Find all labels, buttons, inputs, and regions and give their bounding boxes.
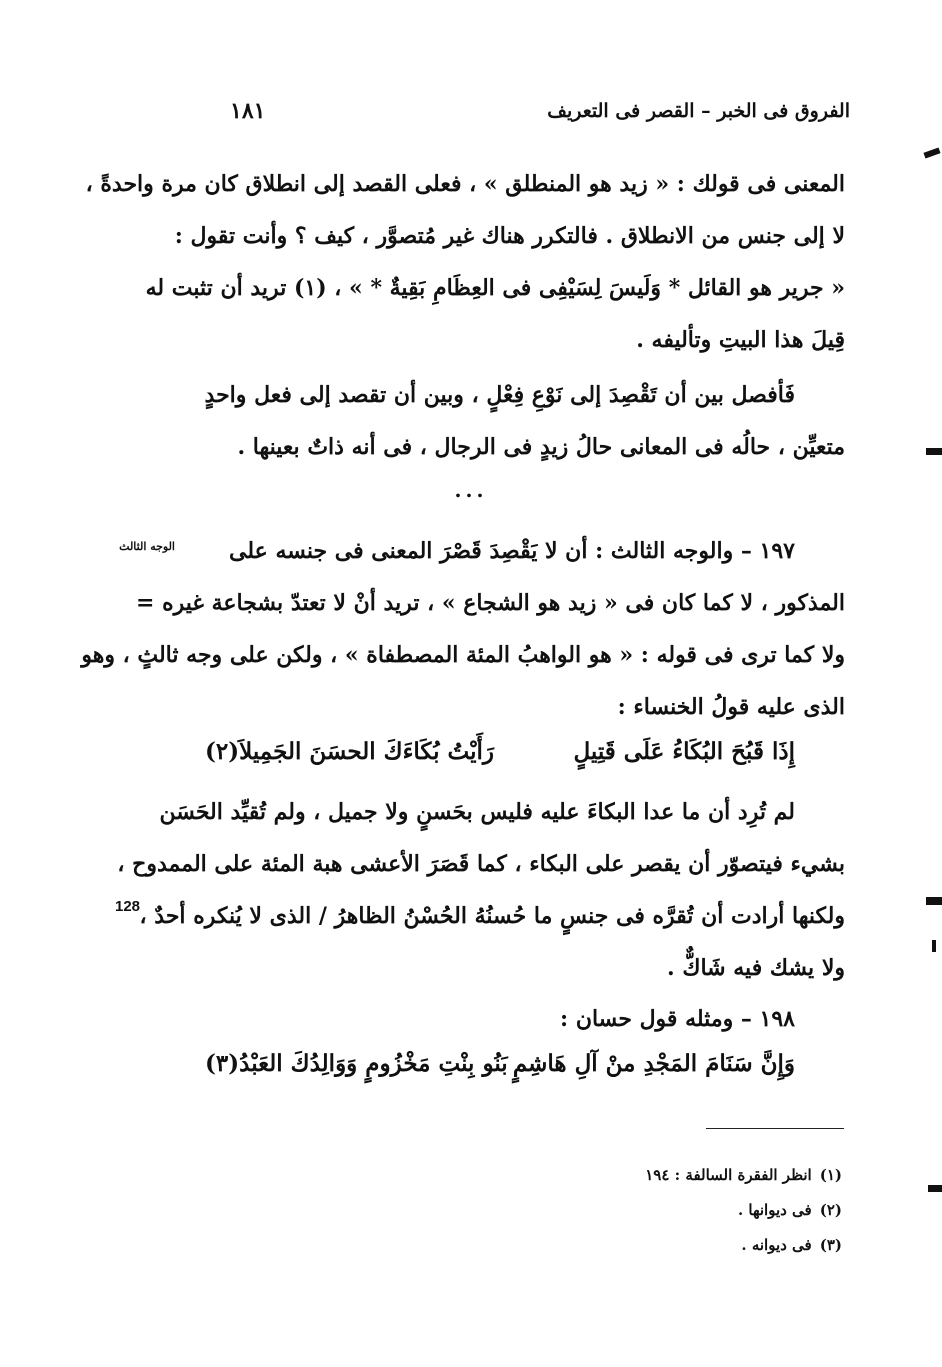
text-line: متعيِّن ، حالُه فى المعانى حالُ زيدٍ فى الرجال ، فى أنه ذاتٌ بعينها . — [237, 434, 845, 460]
scan-edge-mark — [923, 147, 940, 158]
text-line: ولكنها أرادت أن تُقرَّه فى جنسٍ ما حُسنُهُ الحُسْنُ الظاهرُ / الذى لا يُنكره أحدٌ ، — [139, 903, 845, 929]
footnote-text: فى ديوانه . — [741, 1236, 812, 1254]
footnote-text: انظر الفقرة السالفة : ١٩٤ — [645, 1166, 812, 1184]
text-line: لا إلى جنس من الانطلاق . فالتكرر هناك غير مُتصوَّر ، كيف ؟ وأنت تقول : — [174, 223, 845, 249]
text-line: قِيلَ هذا البيتِ وتأليفه . — [636, 327, 845, 353]
paragraph-1 — [85, 158, 845, 366]
text-line: المعنى فى قولك : « زيد هو المنطلق » ، فعلى القصد إلى انطلاق كان مرة واحدةً ، — [85, 171, 845, 197]
text-line: ولا كما ترى فى قوله : « هو الواهبُ المئة المصطفاة » ، ولكن على وجه ثالثٍ ، وهو — [81, 642, 845, 668]
text-line: ولا يشك فيه شَاكٌّ . — [667, 955, 845, 981]
verse-hemistich-first: وَإِنَّ سَنَامَ المَجْدِ منْ آلِ هَاشِمٍ — [512, 1050, 795, 1077]
footnote-rule — [706, 1128, 844, 1129]
text-line: لم تُرِد أن ما عدا البكاءَ عليه فليس بحَسنٍ ولا جميل ، ولم تُقيِّد الحَسَن — [159, 799, 795, 825]
text-line: بشيء فيتصوّر أن يقصر على البكاء ، كما قَصَرَ الأعشى هبة المئة على الممدوح ، — [117, 851, 845, 877]
section-separator: ... — [454, 478, 488, 502]
footnotes — [560, 1158, 842, 1263]
footnote-mark: (١) — [819, 1166, 842, 1184]
paragraph-5 — [205, 993, 845, 1045]
running-title: الفروق فى الخبر – القصر فى التعريف — [547, 100, 850, 122]
text-line: « جرير هو القائل * وَلَيسَ لِسَيْفِى فى العِظَامِ بَقِيةٌ * » ، (١) تريد أن تثبت له — [145, 275, 845, 301]
footnote-mark: (٣) — [819, 1236, 842, 1254]
text-line: فَأفصل بين أن تَقْصِدَ إلى نَوْعِ فِعْلٍ ، وبين أن تقصد إلى فعل واحدٍ — [204, 382, 795, 408]
text-line: ١٩٨ – ومثله قول حسان : — [560, 1006, 795, 1032]
footnote-text: فى ديوانها . — [737, 1201, 812, 1219]
page-number: ١٨١ — [230, 98, 266, 124]
page-header — [230, 94, 850, 128]
verse-2 — [205, 1050, 845, 1077]
verse-hemistich-first: إِذَا قَبُحَ البُكَاءُ عَلَى قَتِيلٍ — [573, 738, 795, 765]
original-page-number: 128 — [115, 898, 141, 915]
scan-edge-mark — [926, 448, 942, 455]
scan-edge-mark — [928, 1185, 942, 1192]
paragraph-2 — [205, 369, 845, 473]
verse-hemistich-second: رَأَيْتُ بُكَاءَكَ الحسَنَ الجَمِيلاَ(٢) — [205, 738, 494, 765]
verse-hemistich-second: بَنُو بِنْتِ مَخْزُومٍ وَوَالِدُكَ العَبْدُ(٣) — [205, 1050, 508, 1077]
scan-edge-mark — [932, 940, 936, 952]
text-line: الذى عليه قولُ الخنساء : — [617, 694, 845, 720]
scan-edge-mark — [926, 897, 942, 905]
footnote — [560, 1228, 842, 1263]
footnote-mark: (٢) — [819, 1201, 842, 1219]
text-line: المذكور ، لا كما كان فى « زيد هو الشجاع » ، تريد أنْ لا تعتدّ بشجاعة غيره = — [136, 590, 845, 616]
footnote — [560, 1193, 842, 1228]
paragraph-3 — [81, 525, 845, 733]
verse-1 — [205, 738, 845, 765]
footnote — [560, 1158, 842, 1193]
text-line: ١٩٧ – والوجه الثالث : أن لا يَقْصِدَ قَصْرَ المعنى فى جنسه على — [229, 538, 795, 564]
margin-heading: الوجه الثالث — [119, 540, 175, 553]
